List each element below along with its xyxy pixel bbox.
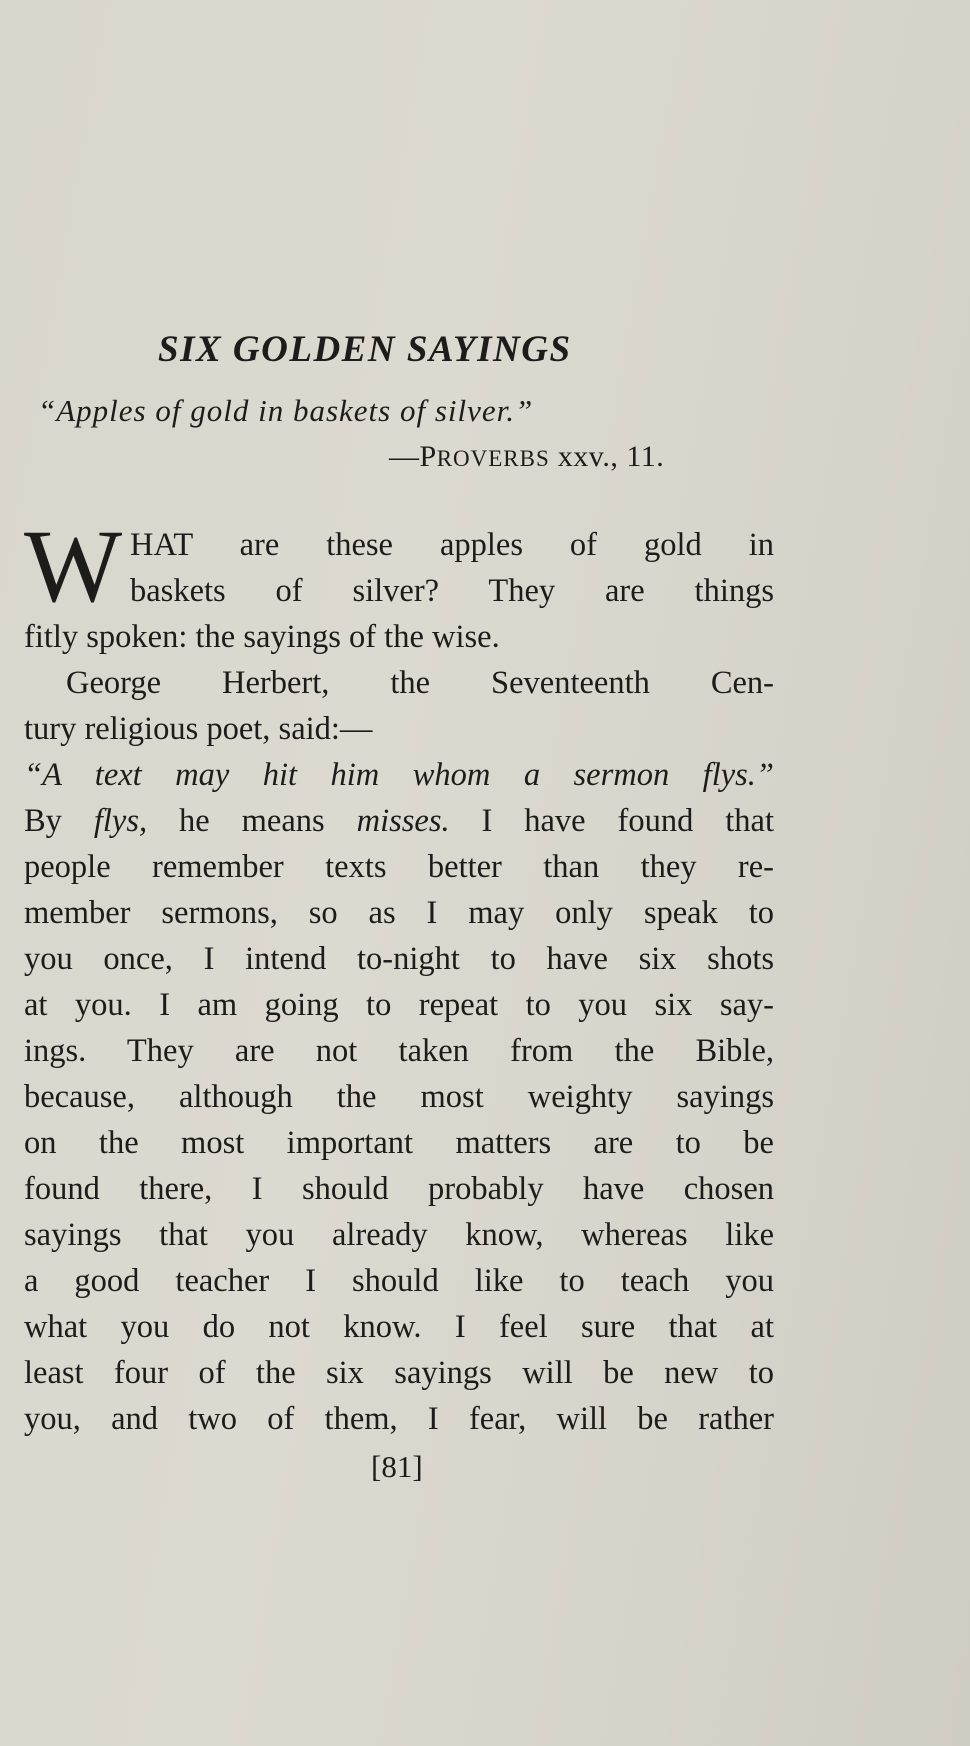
epigraph-citation: [389, 440, 664, 474]
citation-book-initial: P: [419, 440, 437, 473]
herbert-quote-line: “A text may hit him whom a sermon flys.”: [24, 757, 774, 793]
text-line: HAT are these apples of gold in: [130, 527, 774, 563]
text-line: ings. They are not taken from the Bible,: [24, 1033, 774, 1069]
citation-book-rest: ROVERBS: [436, 446, 550, 471]
text-span: I have found that: [449, 803, 775, 839]
text-line: [24, 798, 774, 844]
text-line: at you. I am going to repeat to you six say-: [24, 987, 774, 1023]
text-line: baskets of silver? They are things: [130, 573, 774, 609]
chapter-heading: SIX GOLDEN SAYINGS: [158, 329, 572, 370]
emphasis-flys: flys,: [93, 803, 148, 839]
text-line: sayings that you already know, whereas like: [24, 1217, 774, 1253]
text-line: you once, I intend to-night to have six shots: [24, 941, 774, 977]
citation-reference: xxv., 11.: [549, 440, 665, 473]
book-page: [24, 0, 774, 1746]
text-line: you, and two of them, I fear, will be rather: [24, 1401, 774, 1437]
text-line: found there, I should probably have chosen: [24, 1171, 774, 1207]
text-span: he means: [147, 803, 357, 839]
text-line: people remember texts better than they re-: [24, 849, 774, 885]
text-line: least four of the six sayings will be new to: [24, 1355, 774, 1391]
text-line: George Herbert, the Seventeenth Cen-: [66, 665, 774, 701]
text-line: tury religious poet, said:—: [24, 711, 373, 747]
epigraph-quote: “Apples of gold in baskets of silver.”: [38, 393, 534, 428]
emphasis-misses: misses.: [356, 803, 450, 839]
text-line: on the most important matters are to be: [24, 1125, 774, 1161]
text-span: By: [24, 803, 94, 839]
text-line: a good teacher I should like to teach you: [24, 1263, 774, 1299]
text-line: because, although the most weighty sayings: [24, 1079, 774, 1115]
drop-cap: W: [24, 509, 123, 624]
text-line: what you do not know. I feel sure that at: [24, 1309, 774, 1345]
page-number: [81]: [371, 1449, 423, 1484]
citation-dash: —: [389, 440, 420, 473]
text-line: member sermons, so as I may only speak to: [24, 895, 774, 931]
text-line: fitly spoken: the sayings of the wise.: [24, 619, 500, 655]
